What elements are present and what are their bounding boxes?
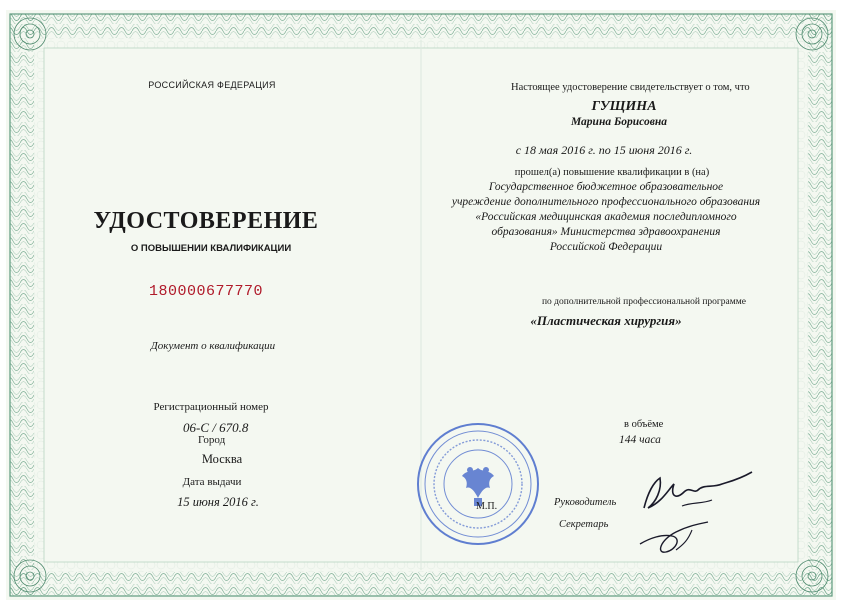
institution-line-3: «Российская медицинская академия последипломного	[475, 211, 737, 223]
head-label: Руководитель	[554, 497, 617, 508]
volume-label: в объёме	[624, 419, 664, 430]
issue-date: 15 июня 2016 г.	[177, 495, 259, 509]
certificate	[6, 10, 836, 600]
city-label: Город	[198, 434, 226, 446]
serial-number: 180000677770	[148, 283, 264, 300]
volume-value: 144 часа	[619, 434, 661, 446]
institution-line-2: учреждение дополнительного профессионального образования	[451, 196, 761, 208]
round-seal-icon	[414, 420, 542, 548]
stamp-label: М.П.	[476, 501, 498, 512]
reg-number-label: Регистрационный номер	[153, 401, 269, 413]
program-label: по дополнительной профессиональной программе	[541, 297, 747, 307]
document-type: Документ о квалификации	[150, 340, 276, 352]
institution-line-4: образования» Министерства здравоохранения	[491, 226, 721, 238]
institution-line-1: Государственное бюджетное образовательное	[488, 181, 724, 193]
reg-number: 06-С / 670.8	[183, 420, 249, 435]
surname: ГУЩИНА	[591, 99, 657, 114]
passed-text: прошел(а) повышение квалификации в (на)	[514, 167, 710, 178]
city: Москва	[201, 452, 243, 466]
certificate-title: УДОСТОВЕРЕНИЕ	[93, 208, 319, 234]
signature-icon	[636, 510, 726, 560]
institution-line-5: Российской Федерации	[549, 241, 663, 253]
full-name: Марина Борисовна	[570, 116, 668, 128]
program-name: «Пластическая хирургия»	[530, 313, 682, 328]
intro-text: Настоящее удостоверение свидетельствует о том, что	[511, 82, 750, 93]
study-period: с 18 мая 2016 г. по 15 июня 2016 г.	[515, 143, 693, 157]
country-label: РОССИЙСКАЯ ФЕДЕРАЦИЯ	[148, 80, 276, 90]
issue-date-label: Дата выдачи	[182, 476, 242, 488]
certificate-subtitle: О ПОВЫШЕНИИ КВАЛИФИКАЦИИ	[130, 243, 292, 254]
secretary-label: Секретарь	[559, 519, 609, 530]
